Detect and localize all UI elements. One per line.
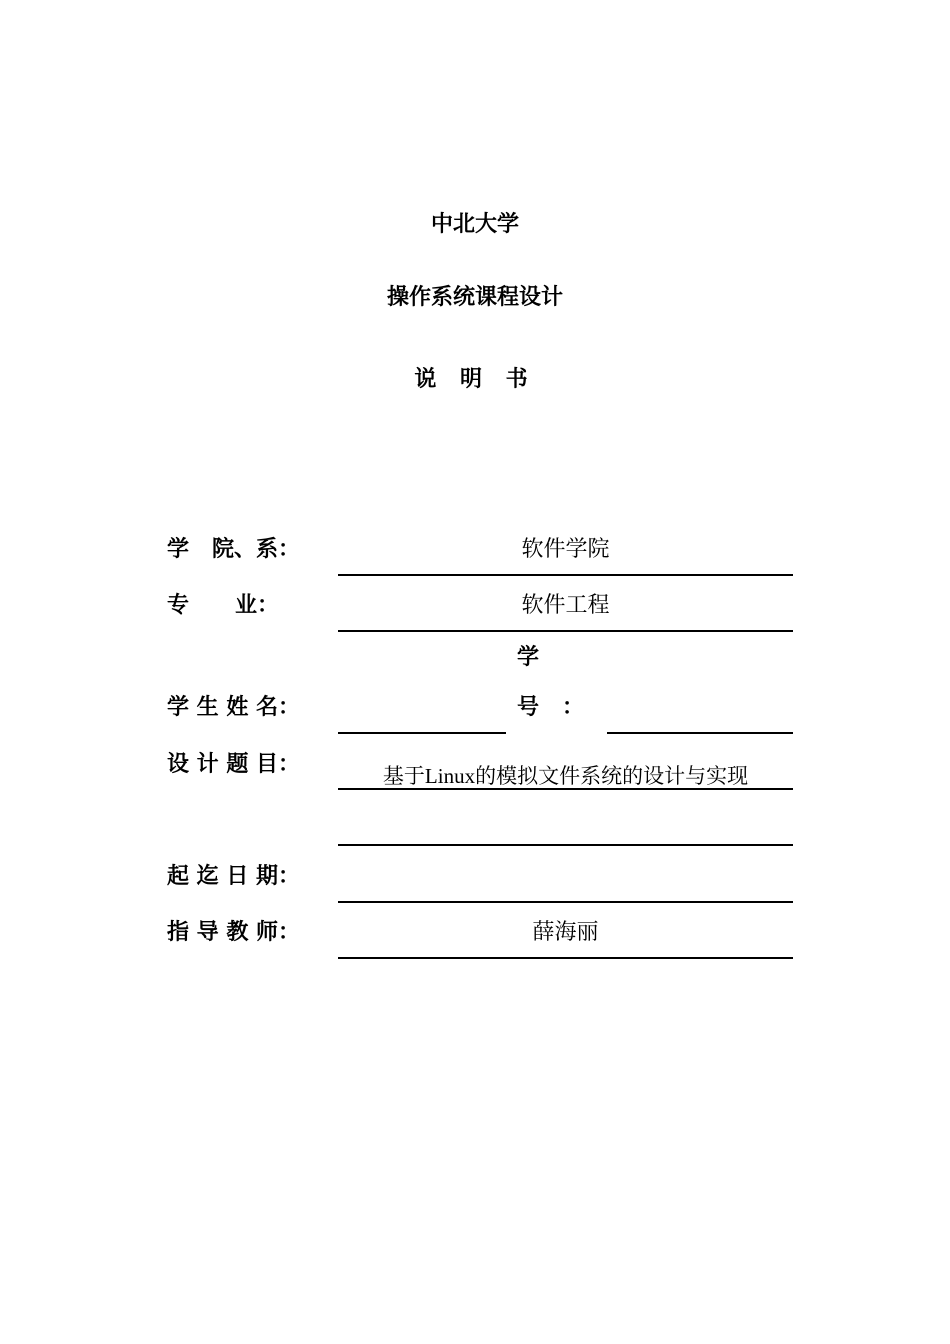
document-type-title: 说 明 书 bbox=[414, 367, 536, 392]
advisor-value: 薛海丽 bbox=[532, 920, 599, 945]
student-id-label-top: 学 bbox=[517, 645, 540, 670]
college-value: 软件学院 bbox=[521, 537, 610, 562]
student-id-label-bottom: 号 ： bbox=[517, 695, 584, 720]
dates-label: 起 迄 日 期： bbox=[167, 864, 300, 889]
major-underline bbox=[338, 630, 793, 632]
design-topic-underline bbox=[338, 788, 793, 790]
advisor-underline bbox=[338, 957, 793, 959]
design-topic-value: 基于Linux的模拟文件系统的设计与实现 bbox=[382, 764, 749, 788]
advisor-label: 指 导 教 师： bbox=[167, 920, 300, 945]
student-name-underline bbox=[338, 732, 506, 734]
university-title: 中北大学 bbox=[430, 212, 519, 237]
course-title: 操作系统课程设计 bbox=[386, 285, 563, 310]
student-id-underline bbox=[607, 732, 793, 734]
college-underline bbox=[338, 574, 793, 576]
major-value: 软件工程 bbox=[521, 593, 610, 618]
college-label: 学 院、系： bbox=[167, 537, 300, 562]
major-label: 专 业： bbox=[167, 593, 279, 618]
student-name-label: 学 生 姓 名： bbox=[167, 695, 300, 720]
design-topic-underline-2 bbox=[338, 844, 793, 846]
dates-underline bbox=[338, 901, 793, 903]
design-topic-label: 设 计 题 目： bbox=[167, 752, 300, 777]
